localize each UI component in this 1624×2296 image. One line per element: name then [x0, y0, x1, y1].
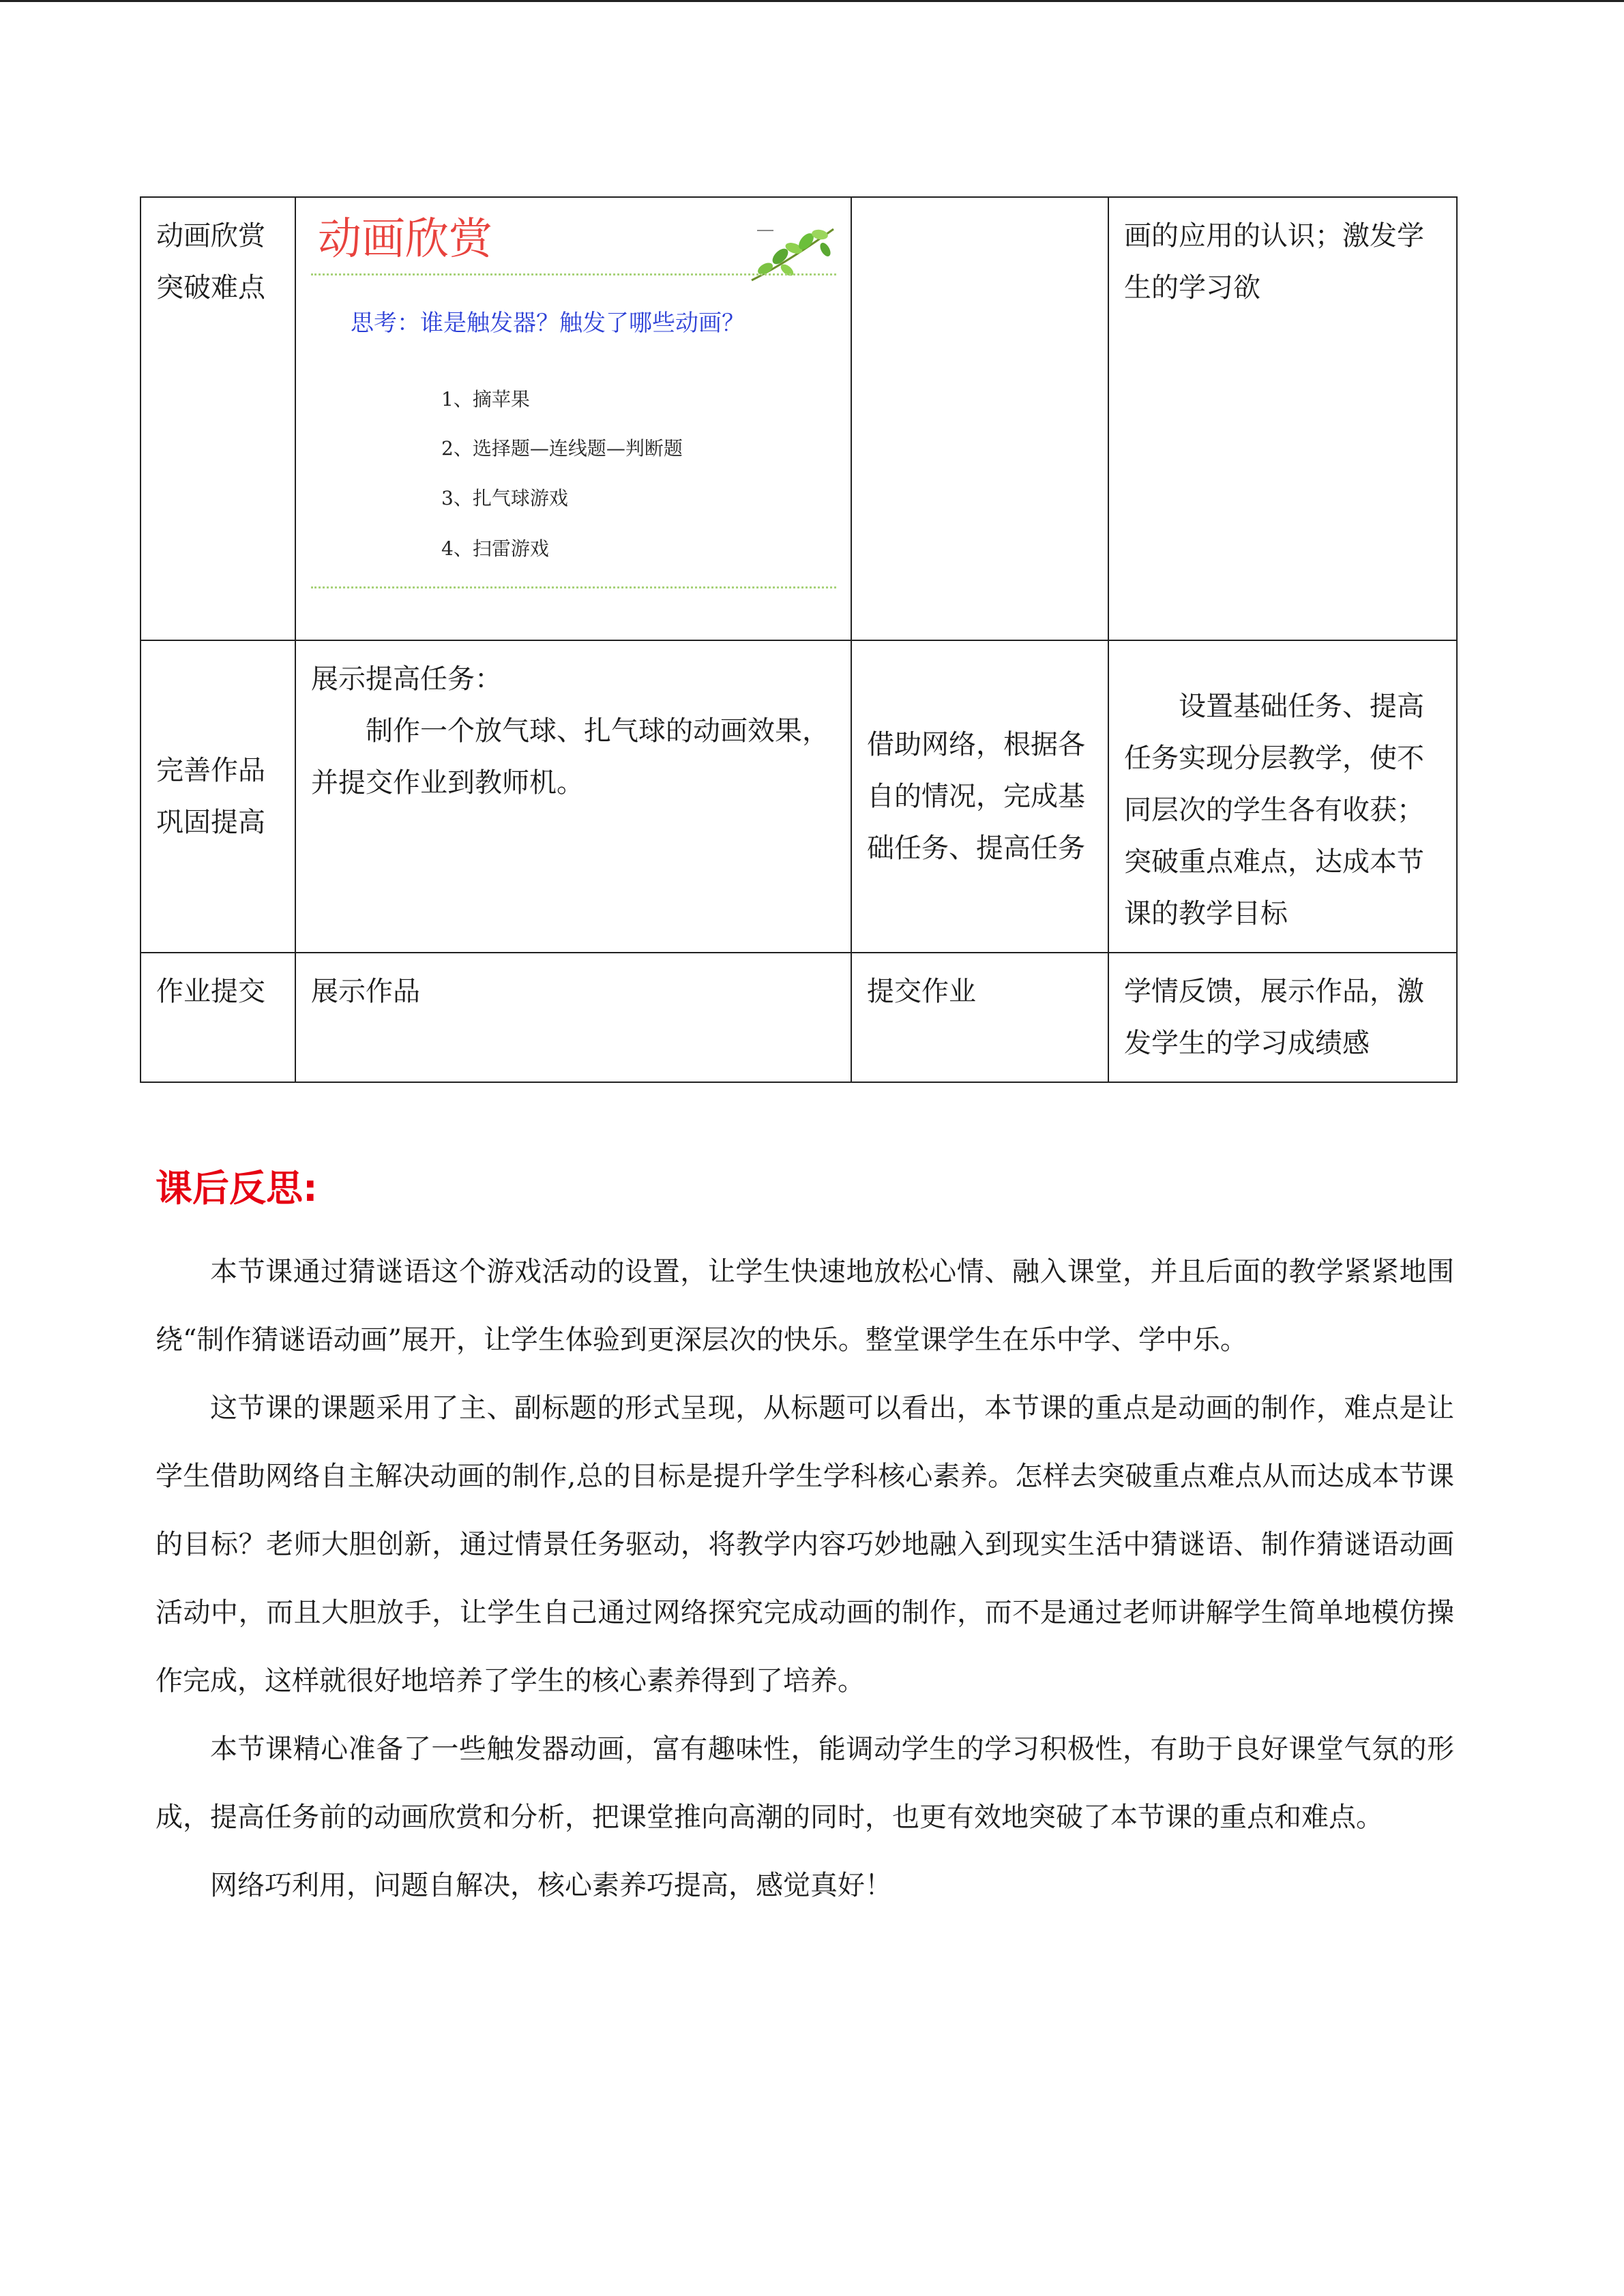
- slide-title: 动画欣赏: [318, 214, 492, 265]
- teacher-activity-cell: [295, 640, 851, 953]
- stage-label-cell: [141, 197, 295, 640]
- stage-label-line: 突破难点: [156, 272, 265, 303]
- teacher-activity-heading: 展示提高任务：: [311, 664, 502, 695]
- stage-label-line: 动画欣赏: [156, 220, 265, 252]
- slide-divider: [311, 273, 836, 275]
- reflection-paragraph: 本节课通过猜谜语这个游戏活动的设置，让学生快速地放松心情、融入课堂，并且后面的教学紧紧地围绕“制作猜谜语动画”展开，让学生体验到更深层次的快乐。整堂课学生在乐中学、学中乐。: [156, 1256, 1454, 1356]
- reflection-body: [156, 1238, 1454, 1920]
- page-top-border: [0, 0, 1624, 2]
- teacher-activity-body: 制作一个放气球、扎气球的动画效果，并提交作业到教师机。: [311, 715, 829, 799]
- student-activity-cell: [851, 197, 1108, 640]
- reflection-paragraph: 本节课精心准备了一些触发器动画，富有趣味性，能调动学生的学习积极性，有助于良好课堂气氛的形成，提高任务前的动画欣赏和分析，把课堂推向高潮的同时，也更有效地突破了本节课的重点和难点。: [156, 1733, 1454, 1833]
- student-activity-cell: 借助网络，根据各自的情况，完成基础任务、提高任务: [851, 640, 1108, 953]
- reflection-paragraph: 网络巧利用，问题自解决，核心素养巧提高，感觉真好！: [210, 1870, 892, 1901]
- stage-label-line: 完善作品: [156, 755, 265, 786]
- slide-thumbnail: [308, 203, 842, 599]
- teacher-activity-cell: 展示作品: [295, 953, 851, 1082]
- teacher-activity-cell: [295, 197, 851, 640]
- table-row: [141, 953, 1457, 1082]
- slide-list-item: 1、摘苹果: [441, 388, 530, 411]
- table-row: [141, 197, 1457, 640]
- design-intent-cell: 画的应用的认识；激发学生的学习欲: [1108, 197, 1457, 640]
- design-intent-cell: 学情反馈，展示作品，激发学生的学习成绩感: [1108, 953, 1457, 1082]
- slide-list-item: 3、扎气球游戏: [441, 487, 568, 509]
- slide-list-item: 4、扫雷游戏: [441, 537, 549, 560]
- slide-question: 思考：谁是触发器？触发了哪些动画？: [351, 310, 745, 337]
- stage-label-cell: [141, 640, 295, 953]
- stage-label-line: 巩固提高: [156, 807, 265, 838]
- student-activity-cell: 提交作业: [851, 953, 1108, 1082]
- slide-divider: [311, 586, 836, 588]
- lesson-table: [140, 196, 1458, 1083]
- reflection-title: 课后反思:: [156, 1167, 318, 1210]
- design-intent-cell: 设置基础任务、提高任务实现分层教学，使不同层次的学生各有收获；突破重点难点，达成本节课的教学目标: [1108, 640, 1457, 953]
- reflection-paragraph: 这节课的课题采用了主、副标题的形式呈现，从标题可以看出，本节课的重点是动画的制作，难点是让学生借助网络自主解决动画的制作,总的目标是提升学生学科核心素养。怎样去突破重点难点从而达成本节课的目标？老师大胆创新，通过情景任务驱动，将教学内容巧妙地融入到现实生活中猜谜语、制作猜谜语动画活动中，而且大胆放手，让学生自己通过网络探究完成动画的制作，而不是通过老师讲解学生简单地模仿操作完成，这样就很好地培养了学生的核心素养得到了培养。: [156, 1392, 1454, 1697]
- slide-list-item: 2、选择题—连线题—判断题: [441, 437, 683, 460]
- table-row: [141, 640, 1457, 953]
- stage-label-cell: 作业提交: [141, 953, 295, 1082]
